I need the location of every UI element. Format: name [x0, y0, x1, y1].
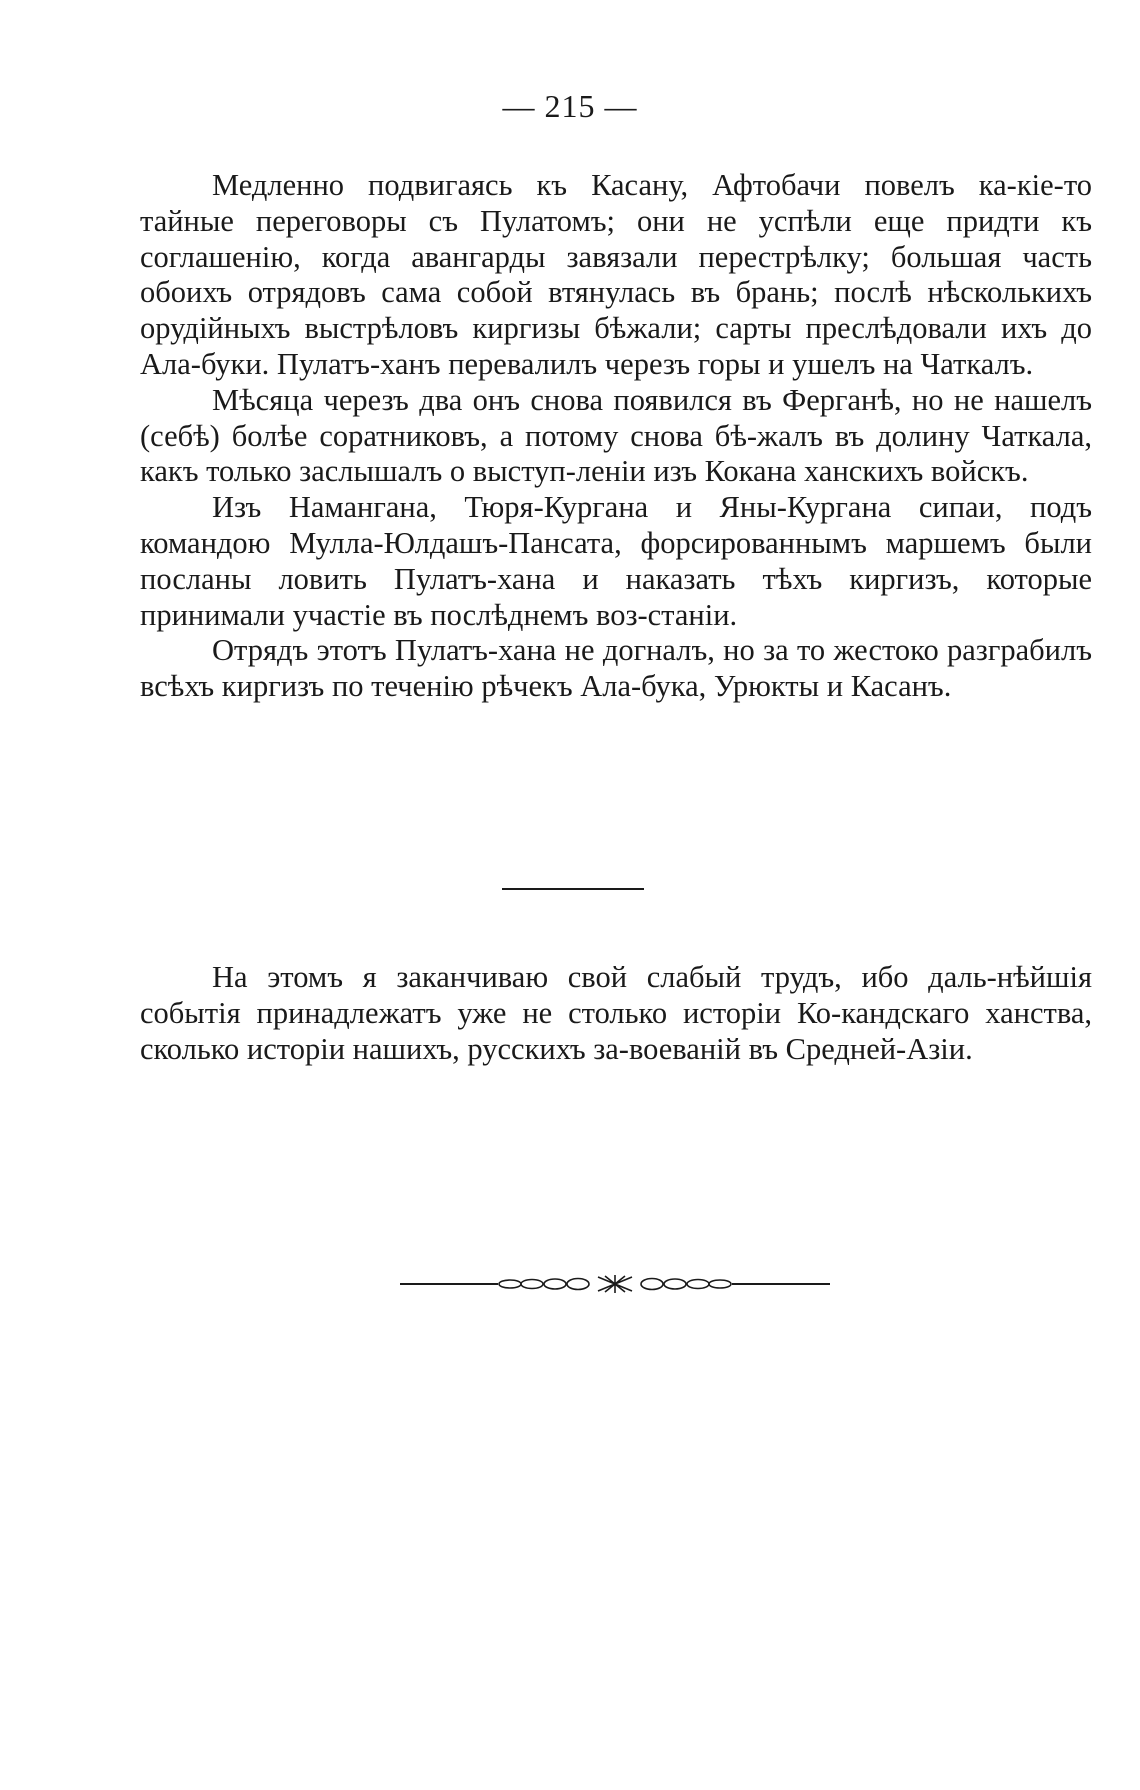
paragraph: Медленно подвигаясь къ Касану, Афтобачи повелъ ка-кіе-то тайные переговоры съ Пулатомъ; они не успѣли еще придти къ соглашенію, когда авангарды завязали перестрѣлку; большая часть обоихъ отрядовъ сама собой втянулась въ брань; послѣ нѣсколькихъ орудійныхъ выстрѣловъ киргизы бѣжали; сарты преслѣдовали ихъ до Ала-буки. Пулатъ-ханъ перевалилъ черезъ горы и ушелъ на Чаткалъ.	[140, 168, 1092, 381]
section-divider	[502, 888, 644, 890]
closing-text	[140, 960, 1092, 1067]
main-text	[140, 168, 1092, 705]
page-number: — 215 —	[502, 88, 638, 124]
closing-paragraph: На этомъ я заканчиваю свой слабый трудъ, ибо даль-нѣйшія событія принадлежатъ уже не столько исторіи Ко-кандскаго ханства, сколько исторіи нашихъ, русскихъ за-воеваній въ Средней-Азіи.	[140, 960, 1092, 1066]
paragraph: Мѣсяца черезъ два онъ снова появился въ Ферганѣ, но не нашелъ (себѣ) болѣе соратниковъ, а потому снова бѣ-жалъ въ долину Чаткала, какъ только заслышалъ о выступ-леніи изъ Кокана ханскихъ войскъ.	[140, 382, 1092, 489]
paragraph: Изъ Намангана, Тюря-Кургана и Яны-Кургана сипаи, подъ командою Мулла-Юлдашъ-Пансата, форсированнымъ маршемъ были посланы ловить Пулатъ-хана и наказать тѣхъ киргизъ, которые принимали участіе въ послѣднемъ воз-станіи.	[140, 490, 1092, 632]
ornament-divider	[400, 1272, 830, 1296]
paragraph: Отрядъ этотъ Пулатъ-хана не догналъ, но за то жестоко разграбилъ всѣхъ киргизъ по теченію рѣчекъ Ала-бука, Урюкты и Касанъ.	[140, 633, 1092, 704]
